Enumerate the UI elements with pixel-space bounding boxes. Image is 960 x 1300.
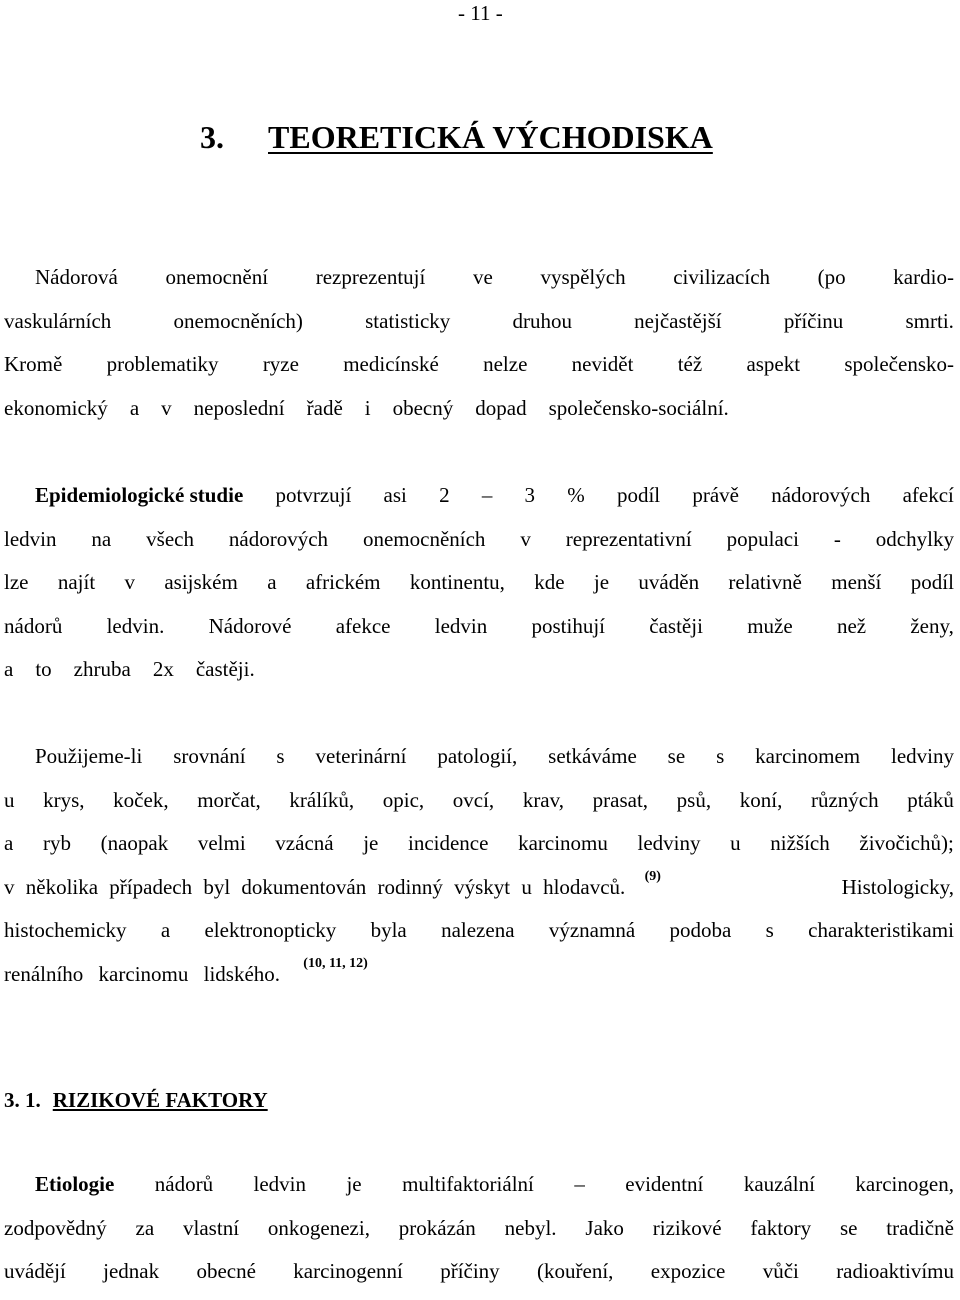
word: civilizacích (673, 265, 771, 289)
section-heading (4, 1088, 268, 1113)
word: (naopak (100, 831, 169, 856)
word: je (593, 570, 610, 595)
word: (po (817, 265, 846, 289)
word: evidentní (625, 1172, 704, 1196)
word: ledviny (891, 744, 954, 768)
word: opic, (382, 787, 425, 812)
text-line (4, 393, 954, 437)
word: expozice (650, 1259, 726, 1284)
word: ryze (262, 352, 299, 377)
word: onkogenezi, (267, 1215, 370, 1240)
word: nelze (483, 352, 528, 377)
word: ledviny (637, 831, 701, 856)
word: společensko-sociální. (548, 395, 729, 420)
word: – (574, 1172, 585, 1196)
word: psů, (676, 787, 712, 812)
word: obecné (196, 1259, 256, 1284)
word: Použijeme-li (35, 744, 143, 768)
word: ovcí, (452, 787, 495, 812)
word: podíl (910, 570, 954, 595)
word: u (4, 787, 15, 812)
citation-ref: (10, 11, 12) (303, 955, 368, 971)
text-line (4, 480, 954, 524)
word: menší (831, 570, 882, 595)
page-number: - 11 - (458, 1, 503, 25)
word: za (135, 1215, 155, 1240)
word: aspekt (746, 352, 801, 377)
word: nebyl. (504, 1215, 557, 1240)
word: častěji (649, 613, 703, 638)
word: karcinomem (755, 744, 861, 768)
word: Jako (585, 1215, 624, 1240)
word: s (765, 918, 774, 943)
word: i (364, 395, 371, 420)
word: častěji. (195, 657, 255, 682)
word: ženy, (910, 613, 954, 638)
word: vyspělých (540, 265, 626, 289)
text-line (4, 524, 954, 568)
word: se (667, 744, 686, 768)
word: potvrzují (275, 483, 352, 507)
text-line (4, 868, 954, 916)
word: s (716, 744, 725, 768)
text-span: renálního karcinomu lidského. (4, 961, 281, 986)
word: ledvin (434, 613, 488, 638)
word: koček, (113, 787, 169, 812)
word: a (4, 831, 14, 856)
word: muže (747, 613, 793, 638)
word: zhruba (73, 657, 131, 682)
word: společensko- (844, 352, 954, 377)
chapter-title: TEORETICKÁ VÝCHODISKA (268, 119, 713, 155)
word: nádorových (771, 483, 871, 507)
text-line (4, 1169, 954, 1213)
word: krav, (522, 787, 565, 812)
word: dopad (475, 395, 527, 420)
word: karcinomu (518, 831, 608, 856)
text-line (4, 349, 954, 393)
paragraph-epidemiology (4, 480, 954, 698)
word: histochemicky (4, 918, 127, 943)
word: afekcí (902, 483, 954, 507)
word: ledvin. (106, 613, 165, 638)
word: odchylky (875, 526, 954, 551)
word: charakteristikami (808, 918, 954, 943)
chapter-number: 3. (200, 119, 224, 155)
bold-lead: Epidemiologické studie (35, 483, 244, 507)
word: smrti. (905, 308, 954, 333)
text-line (4, 915, 954, 959)
word: asi (383, 483, 407, 507)
word: všech (146, 526, 194, 551)
word: nádorů (154, 1172, 214, 1196)
text-line (4, 567, 954, 611)
paragraph-veterinary (4, 741, 954, 1003)
text-span: v několika případech byl dokumentován rodinný výskyt u hlodavců. (4, 874, 626, 899)
word: druhou (512, 308, 572, 333)
word: onemocněních) (173, 308, 303, 333)
word: africkém (305, 570, 381, 595)
word: asijském (164, 570, 238, 595)
word: reprezentativní (565, 526, 692, 551)
word: postihují (531, 613, 606, 638)
text-line (4, 741, 954, 785)
word: Kromě (4, 352, 63, 377)
word: též (677, 352, 703, 377)
word: neposlední (193, 395, 285, 420)
word: velmi (197, 831, 246, 856)
word: je (346, 1172, 362, 1196)
word: příčinu (783, 308, 844, 333)
word: problematiky (106, 352, 219, 377)
word: vlastní (183, 1215, 240, 1240)
word: tradičně (886, 1215, 954, 1240)
word: podoba (669, 918, 732, 943)
word: populaci (726, 526, 799, 551)
text-line (4, 306, 954, 350)
word: rizikové (652, 1215, 722, 1240)
word: Nádorová (35, 265, 118, 289)
text-line (4, 262, 954, 306)
word: kde (534, 570, 565, 595)
word: veterinární (315, 744, 407, 768)
word: a (160, 918, 171, 943)
word: a (129, 395, 140, 420)
word: % (567, 483, 585, 507)
word: kardio- (893, 265, 954, 289)
text-line (4, 611, 954, 655)
word: nádorů (4, 613, 63, 638)
word: medicínské (343, 352, 439, 377)
word: statisticky (365, 308, 451, 333)
word: morčat, (197, 787, 261, 812)
word: kauzální (743, 1172, 815, 1196)
section-number: 3. 1. (4, 1088, 41, 1112)
word: incidence (408, 831, 489, 856)
word: se (839, 1215, 858, 1240)
word: na (91, 526, 112, 551)
word: – (481, 483, 493, 507)
text-line (4, 955, 954, 1003)
word: uvádějí (4, 1259, 66, 1284)
word: (kouření, (537, 1259, 614, 1284)
bold-lead: Etiologie (35, 1172, 115, 1196)
word: nižších (770, 831, 830, 856)
word: různých (810, 787, 879, 812)
word: podíl (616, 483, 661, 507)
word: 2 (439, 483, 450, 507)
text-line (4, 1256, 954, 1300)
word: významná (548, 918, 636, 943)
word: králíků, (289, 787, 355, 812)
word: byla (370, 918, 407, 943)
citation-ref: (9) (644, 868, 661, 884)
word: ve (472, 265, 493, 289)
word: elektronopticky (204, 918, 337, 943)
word: vzácná (275, 831, 334, 856)
word: patologií, (437, 744, 518, 768)
word: právě (692, 483, 739, 507)
word: v (124, 570, 135, 595)
text-span: Histologicky, (841, 874, 954, 899)
word: relativně (728, 570, 802, 595)
word: ledvin (4, 526, 57, 551)
word: vůči (762, 1259, 799, 1284)
word: v (520, 526, 531, 551)
word: koní, (739, 787, 783, 812)
word: krys, (43, 787, 85, 812)
text-line (4, 828, 954, 872)
word: to (35, 657, 52, 682)
word: onemocnění (165, 265, 269, 289)
word: prokázán (398, 1215, 476, 1240)
word: faktory (750, 1215, 812, 1240)
word: prasat, (592, 787, 649, 812)
word: multifaktoriální (402, 1172, 534, 1196)
word: nevidět (571, 352, 634, 377)
word: rezprezentují (315, 265, 426, 289)
word: setkáváme (548, 744, 637, 768)
section-title: RIZIKOVÉ FAKTORY (52, 1088, 268, 1112)
word: nalezena (441, 918, 515, 943)
word: nádorových (228, 526, 329, 551)
word: zodpovědný (4, 1215, 107, 1240)
word: lze (4, 570, 29, 595)
word: s (276, 744, 285, 768)
word: nejčastější (634, 308, 722, 333)
word: 3 (524, 483, 536, 507)
word: najít (57, 570, 96, 595)
paragraph-intro (4, 262, 954, 436)
word: jednak (103, 1259, 160, 1284)
text-line (4, 785, 954, 829)
word: uváděn (638, 570, 700, 595)
word: ptáků (907, 787, 954, 812)
chapter-heading (200, 116, 713, 158)
text-line (4, 1213, 954, 1257)
word: ryb (42, 831, 71, 856)
word: ledvin (253, 1172, 307, 1196)
word: než (836, 613, 867, 638)
word: vaskulárních (4, 308, 112, 333)
paragraph-etiology (4, 1169, 954, 1300)
word: obecný (392, 395, 454, 420)
text-line (4, 654, 954, 698)
word: ekonomický (4, 395, 108, 420)
word: v (161, 395, 172, 420)
word: a (267, 570, 277, 595)
word: onemocněních (362, 526, 486, 551)
word: karcinogen, (855, 1172, 954, 1196)
word: afekce (335, 613, 391, 638)
word: kontinentu, (409, 570, 505, 595)
word: - (833, 526, 841, 551)
word: živočichů); (859, 831, 954, 856)
word: je (363, 831, 379, 856)
word: řadě (306, 395, 343, 420)
word: Nádorové (208, 613, 292, 638)
word: srovnání (173, 744, 246, 768)
word: a (4, 657, 14, 682)
word: u (730, 831, 741, 856)
word: 2x (152, 657, 174, 682)
word: příčiny (440, 1259, 500, 1284)
word: radioaktivímu (836, 1259, 954, 1284)
word: karcinogenní (293, 1259, 403, 1284)
